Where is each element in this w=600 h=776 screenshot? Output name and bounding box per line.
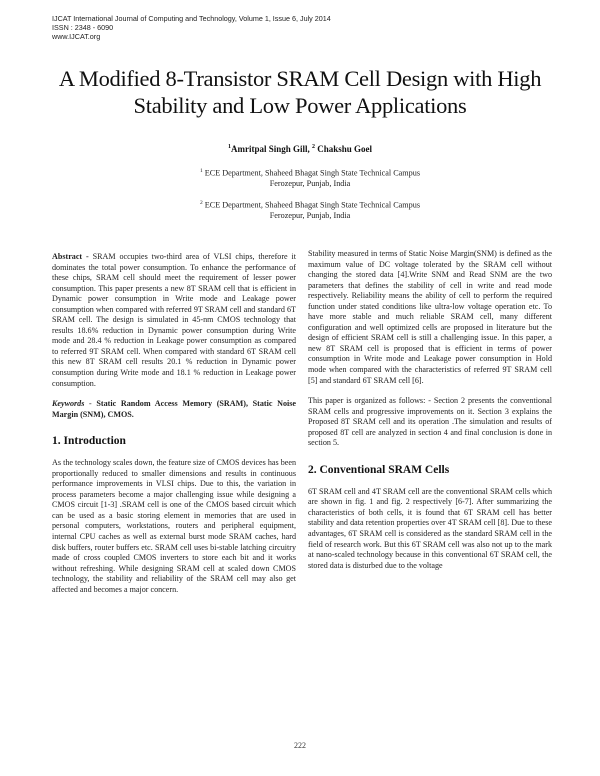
affiliation-1: [0, 166, 600, 190]
affiliation-2-line-1: ECE Department, Shaheed Bhagat Singh State Technical Campus: [202, 200, 421, 210]
author1-affiliation-mark: 1: [227, 144, 231, 150]
intro-paragraph-1: As the technology scales down, the feature size of CMOS devices has been proportionally reduced to smaller dimensions and results in continuous performance improvements in VLSI chips. Due to this, the variation in process parameters become a major challenging issue while designing a CMOS circuit [1-3] .SRAM cell is one of the CMOS based circuit which can be used as a basic storing element in memories that are used in personal computers, workstations, routers and peripheral equipment, internal CPU caches as well as external burst mode SRAM caches, hard disk buffers, router buffers etc. SRAM cell uses bi-stable latching circuitry made of cross coupled CMOS inverters to store each bit and it works without refreshing. While designing SRAM cell at scaled down CMOS technology, the stability and reliability of the SRAM cell may also get affected and becomes a major concern.: [52, 458, 296, 594]
title-line-1: A Modified 8-Transistor SRAM Cell Design with High: [58, 66, 542, 91]
keywords-label: Keywords -: [52, 399, 97, 409]
left-column: [52, 252, 296, 595]
journal-website: www.IJCAT.org: [52, 32, 101, 41]
abstract-text: SRAM occupies two-third area of VLSI chips, therefore it dominates the total power consumption. To enhance the performance of these chips, SRAM cell should meet the requirement of lesser power consumption. This paper presents a new 8T SRAM cell that is efficient in Dynamic power consumption in Write mode and Leakage power consumption when compared with referred 9T SRAM cell and standard 6T SRAM cell. The design is simulated in 45-nm CMOS technology that results 18.6% reduction in Dynamic power consumption during Write mode and 28.4 % reduction in Leakage power consumption as compared to referred 9T SRAM cell. When compared with standard 6T SRAM cell this new 8T SRAM cell results 20.1 % reduction in Dynamic power consumption during Write mode and 18.1 % reduction in Leakage power consumption.: [52, 252, 296, 388]
right-column: [308, 249, 552, 571]
author-1: Amritpal Singh Gill,: [230, 144, 312, 154]
journal-line: IJCAT International Journal of Computing and Technology, Volume 1, Issue 6, July 2014: [52, 14, 331, 23]
issn: ISSN : 2348 - 6090: [52, 23, 114, 32]
paper-title: [20, 65, 580, 119]
section-heading-conventional-sram: 2. Conventional SRAM Cells: [308, 463, 450, 476]
keywords: [52, 399, 296, 420]
author2-affiliation-mark: 2: [311, 144, 315, 150]
title-line-2: Stability and Low Power Applications: [133, 93, 467, 118]
keywords-text: Static Random Access Memory (SRAM), Static Noise Margin (SNM), CMOS.: [52, 399, 296, 419]
intro-paragraph-2: Stability measured in terms of Static Noise Margin(SNM) is defined as the maximum value of DC voltage tolerated by the SRAM cell without changing the stored data [4].Write SNM and Read SNM are the two parameters that defines the stability of cell in write and read mode respectively. Reliability means the ability of cell to perform the required function under stated conditions like ultra-low voltage operation etc. To have more stable and much reliable SRAM cell, many different configuration and well optimized cells are proposed in literature but the design of efficient SRAM cell is still a challenging issue. In this paper, a new 8T SRAM cell is proposed that is efficient in terms of power consumption in Write mode and Leakage power consumption in Hold mode when compared with the characteristics of referred 9T SRAM cell [5] and standard 6T SRAM cell [6].: [308, 249, 552, 385]
abstract-label: Abstract -: [52, 252, 93, 261]
affiliation-1-line-1: ECE Department, Shaheed Bhagat Singh State Technical Campus: [202, 168, 421, 178]
intro-paragraph-3: This paper is organized as follows: - Section 2 presents the conventional SRAM cells and progressive improvements on it. Section 3 explains the Proposed 8T SRAM cell and its operation .The simulation and results of proposed 8T cell are analyzed in section 4 and final conclusion is done in section 5.: [308, 396, 552, 448]
conventional-paragraph-1: 6T SRAM cell and 4T SRAM cell are the conventional SRAM cells which are shown in fig. 1 and fig. 2 respectively [6-7]. After summarizing the characteristics of both cells, it is found that 6T SRAM cell has better stability and data retention properties over 4T SRAM cell [8]. Due to these advantages, 6T SRAM cell is considered as the standard SRAM cell in the field of research work. But this 6T SRAM cell was also not up to the mark at nano-scaled technology because in this conventional 6T SRAM cell, the stored data is disturbed due to the voltage: [308, 486, 552, 570]
abstract: [52, 252, 296, 389]
affiliation-2-mark: 2: [199, 200, 203, 206]
author-2: Chakshu Goel: [314, 144, 373, 154]
section-heading-introduction: 1. Introduction: [52, 435, 126, 448]
journal-header: [52, 14, 331, 41]
affiliation-1-line-2: Ferozepur, Punjab, India: [269, 179, 351, 189]
page-number: 222: [294, 741, 306, 750]
affiliation-2-line-2: Ferozepur, Punjab, India: [269, 211, 351, 221]
affiliation-1-mark: 1: [199, 168, 203, 174]
affiliation-2: [0, 198, 600, 222]
author-list: [0, 144, 600, 154]
